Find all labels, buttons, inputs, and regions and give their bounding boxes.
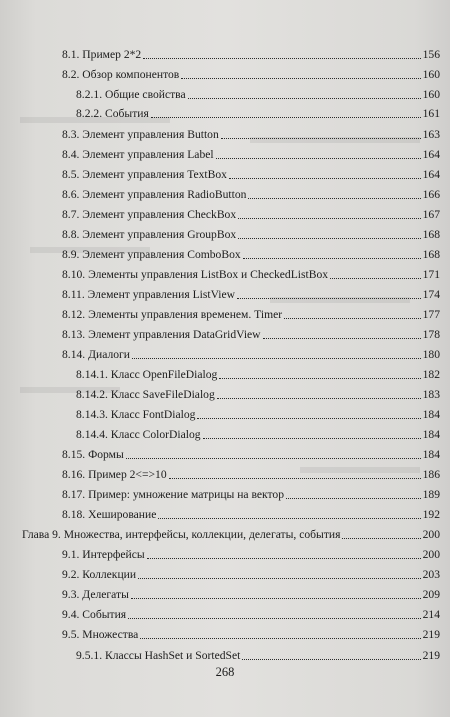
dot-leader — [243, 257, 421, 259]
dot-leader — [238, 237, 420, 239]
toc-entry-title: 8.13. Элемент управления DataGridView — [62, 328, 261, 341]
toc-entry-page-number: 164 — [422, 148, 440, 161]
toc-entry-page-number: 171 — [422, 268, 440, 281]
toc-entry — [62, 182, 440, 202]
toc-entry — [76, 82, 440, 102]
dot-leader — [143, 57, 420, 59]
toc-entry — [62, 342, 440, 362]
toc-entry-page-number: 219 — [422, 649, 440, 662]
toc-entry-page-number: 163 — [422, 128, 440, 141]
dot-leader — [286, 497, 421, 499]
toc-entry-page-number: 164 — [422, 168, 440, 181]
toc-entry — [62, 442, 440, 462]
dot-leader — [229, 177, 421, 179]
toc-entry-page-number: 184 — [422, 448, 440, 461]
dot-leader — [237, 297, 421, 299]
toc-entry-title: 9.1. Интерфейсы — [62, 548, 145, 561]
toc-entry-title: 8.2.1. Общие свойства — [76, 88, 186, 101]
dot-leader — [140, 637, 420, 639]
dot-leader — [128, 617, 420, 619]
toc-entry — [62, 202, 440, 222]
dot-leader — [263, 337, 421, 339]
toc-entry-page-number: 156 — [422, 48, 440, 61]
toc-entry-page-number: 160 — [422, 68, 440, 81]
dot-leader — [181, 77, 420, 79]
dot-leader — [219, 377, 420, 379]
toc-entry — [76, 402, 440, 422]
dot-leader — [216, 157, 421, 159]
dot-leader — [158, 517, 420, 519]
toc-entry — [62, 322, 440, 342]
toc-entry — [76, 382, 440, 402]
toc-entry — [62, 622, 440, 642]
toc-entry-title: 8.14.1. Класс OpenFileDialog — [76, 368, 218, 381]
toc-entry-page-number: 184 — [422, 428, 440, 441]
toc-entry-page-number: 203 — [422, 568, 440, 581]
toc-entry-page-number: 174 — [422, 288, 440, 301]
toc-entry-page-number: 200 — [422, 548, 440, 561]
toc-entry-title: 8.4. Элемент управления Label — [62, 148, 214, 161]
toc-entry-page-number: 177 — [422, 308, 440, 321]
toc-entry — [62, 242, 440, 262]
toc-entry-title: 8.14. Диалоги — [62, 348, 130, 361]
toc-entry-page-number: 214 — [422, 608, 440, 621]
toc-entry-title: 9.4. События — [62, 608, 127, 621]
toc-entry — [62, 42, 440, 62]
toc-entry-title: 9.2. Коллекции — [62, 568, 137, 581]
toc-entry-title: 8.16. Пример 2<=>10 — [62, 468, 167, 481]
toc-entry — [62, 142, 440, 162]
toc-entry — [62, 482, 440, 502]
toc-entry-page-number: 167 — [422, 208, 440, 221]
dot-leader — [138, 577, 421, 579]
toc-entry — [22, 522, 440, 542]
toc-entry-page-number: 189 — [422, 488, 440, 501]
toc-entry-page-number: 178 — [422, 328, 440, 341]
dot-leader — [126, 457, 421, 459]
toc-entry-page-number: 180 — [422, 348, 440, 361]
dot-leader — [330, 277, 421, 279]
toc-entry-page-number: 168 — [422, 228, 440, 241]
dot-leader — [132, 357, 421, 359]
dot-leader — [342, 537, 420, 539]
toc-entry-title: 8.11. Элемент управления ListView — [62, 288, 236, 301]
dot-leader — [221, 137, 421, 139]
page-number: 268 — [215, 665, 235, 679]
toc-entry-page-number: 200 — [422, 528, 440, 541]
toc-entry — [62, 462, 440, 482]
toc-entry-title: 8.8. Элемент управления GroupBox — [62, 228, 237, 241]
toc-entry-title: 9.5.1. Классы HashSet и SortedSet — [76, 649, 241, 662]
toc-entry-page-number: 182 — [422, 368, 440, 381]
toc-entry — [62, 562, 440, 582]
toc-entry — [62, 62, 440, 82]
dot-leader — [147, 557, 421, 559]
toc-entry-page-number: 219 — [422, 628, 440, 641]
dot-leader — [131, 597, 421, 599]
toc-entry — [62, 262, 440, 282]
toc-entry-title: 8.2. Обзор компонентов — [62, 68, 180, 81]
toc-entry — [62, 122, 440, 142]
toc-entry-page-number: 166 — [422, 188, 440, 201]
dot-leader — [217, 397, 421, 399]
dot-leader — [284, 317, 421, 319]
dot-leader — [188, 97, 421, 99]
toc-entry-title: 8.9. Элемент управления ComboBox — [62, 248, 241, 261]
toc-entry-title: 8.12. Элементы управления временем. Timer — [62, 308, 283, 321]
toc-entry-title: 8.10. Элементы управления ListBox и CheckedListBox — [62, 268, 329, 281]
toc-entry-title: Глава 9. Множества, интерфейсы, коллекции, делегаты, события — [22, 528, 341, 541]
toc-entry-title: 8.6. Элемент управления RadioButton — [62, 188, 247, 201]
toc-entry-title: 8.7. Элемент управления CheckBox — [62, 208, 237, 221]
toc-entry-title: 8.14.2. Класс SaveFileDialog — [76, 388, 215, 401]
toc-entry-page-number: 160 — [422, 88, 440, 101]
toc-entry-title: 8.15. Формы — [62, 448, 124, 461]
toc-entry — [62, 602, 440, 622]
toc-entry-title: 8.3. Элемент управления Button — [62, 128, 219, 141]
toc-entry — [62, 302, 440, 322]
toc-entry — [76, 362, 440, 382]
dot-leader — [203, 437, 421, 439]
toc-entry-title: 8.5. Элемент управления TextBox — [62, 168, 227, 181]
toc-entry-page-number: 183 — [422, 388, 440, 401]
toc-entry — [62, 542, 440, 562]
toc-entry-page-number: 161 — [422, 107, 440, 120]
toc-entry — [62, 582, 440, 602]
toc-entry-title: 9.5. Множества — [62, 628, 139, 641]
toc-entry — [76, 422, 440, 442]
toc-entry-page-number: 186 — [422, 468, 440, 481]
toc-entry-page-number: 168 — [422, 248, 440, 261]
toc-entry — [62, 502, 440, 522]
toc-entry — [76, 101, 440, 121]
dot-leader — [151, 116, 421, 118]
toc-entry — [62, 162, 440, 182]
toc-entry-page-number: 209 — [422, 588, 440, 601]
toc-entry — [62, 282, 440, 302]
toc-entry-title: 8.17. Пример: умножение матрицы на вектор — [62, 488, 285, 501]
toc-entry-title: 8.18. Хеширование — [62, 508, 157, 521]
toc-entry — [62, 222, 440, 242]
toc-entry — [76, 643, 440, 663]
dot-leader — [197, 417, 420, 419]
dot-leader — [238, 217, 420, 219]
dot-leader — [169, 477, 421, 479]
toc-entry-title: 8.14.4. Класс ColorDialog — [76, 428, 201, 441]
toc-entry-title: 8.1. Пример 2*2 — [62, 48, 142, 61]
toc-entry-title: 9.3. Делегаты — [62, 588, 129, 601]
toc-entry-title: 8.2.2. События — [76, 107, 149, 120]
dot-leader — [248, 197, 420, 199]
dot-leader — [242, 658, 420, 660]
toc-entry-title: 8.14.3. Класс FontDialog — [76, 408, 196, 421]
toc-entry-page-number: 192 — [422, 508, 440, 521]
toc-entry-page-number: 184 — [422, 408, 440, 421]
